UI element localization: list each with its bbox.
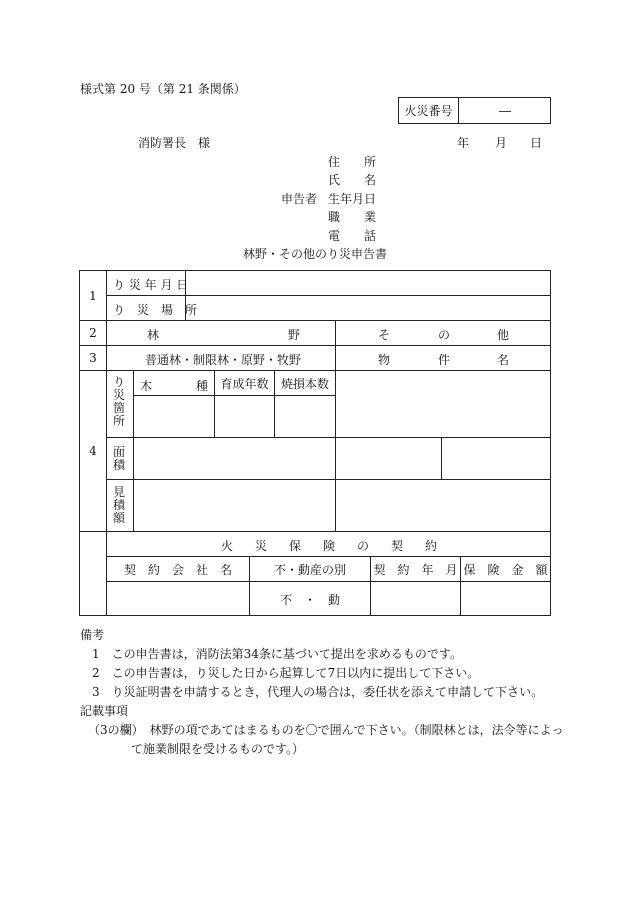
applicant-address-label: 住 所 <box>328 155 377 169</box>
item-name-char-2: 件 <box>438 353 451 367</box>
contract-date-label: 契 約 年 月 <box>373 562 458 577</box>
remark-item-3: 3 り災証明書を申請するとき，代理人の場合は，委任状を添えて申請して下さい。 <box>92 685 544 699</box>
insurance-title-char-5: の <box>357 539 370 553</box>
insurance-title-char-6: 契 <box>391 539 404 553</box>
row-number-2: 2 <box>89 326 97 340</box>
fire-number-value[interactable]: ― <box>499 103 511 118</box>
date-month-label: 月 <box>495 136 508 150</box>
insurance-title-char-2: 災 <box>255 539 268 553</box>
disaster-place-label: り 災 場 所 <box>113 303 198 317</box>
disaster-date-label: り 災 年 月 日 <box>113 278 189 292</box>
remark-item-2: 2 この申告書は，り災した日から起算して7日以内に提出して下さい。 <box>92 666 480 680</box>
applicant-occupation-label: 職 業 <box>328 210 377 224</box>
disaster-place-field[interactable] <box>186 296 550 320</box>
other-label-char-3[interactable]: 他 <box>497 328 510 342</box>
burned-count-label: 焼損本数 <box>280 376 329 391</box>
growth-years-label: 育成年数 <box>220 376 269 391</box>
row-number-1: 1 <box>89 288 97 303</box>
insurance-title-char-1: 火 <box>221 539 234 553</box>
remarks-heading: 備考 <box>80 628 105 642</box>
area-label: 面 積 <box>112 445 125 472</box>
applicant-phone-label: 電 話 <box>328 229 377 243</box>
insurance-title-char-3: 保 <box>289 539 302 553</box>
remark-item-1: 1 この申告書は，消防法第34条に基づいて提出を求めるものです。 <box>92 647 462 661</box>
disaster-date-field[interactable] <box>186 271 550 295</box>
species-label-char-2: 種 <box>196 379 209 393</box>
forest-label-char-2[interactable]: 野 <box>288 328 301 342</box>
notes-heading: 記載事項 <box>80 704 129 718</box>
other-label-char-2[interactable]: の <box>438 328 451 342</box>
note-line-1: （3の欄） 林野の項であてはまるものを〇で囲んで下さい。（制限林とは，法令等によっ <box>88 723 564 737</box>
other-label-char-1[interactable]: そ <box>378 328 391 342</box>
date-year-label: 年 <box>457 136 470 150</box>
realty-movable-options[interactable]: 不 ・ 動 <box>279 592 340 607</box>
insured-amount-label: 保 険 金 額 <box>463 562 548 577</box>
fire-number-label: 火災番号 <box>404 104 453 118</box>
property-type-label: 不・動産の別 <box>273 562 346 577</box>
form-number: 様式第 20 号（第 21 条関係） <box>80 82 246 96</box>
estimate-label: 見 積 額 <box>112 485 125 525</box>
insurance-company-label: 契 約 会 社 名 <box>123 562 232 577</box>
applicant-birthdate-label: 生年月日 <box>328 192 377 206</box>
forest-label-char-1[interactable]: 林 <box>147 328 160 342</box>
damage-place-label: り 災 箇 所 <box>112 375 125 428</box>
insurance-title-char-7: 約 <box>425 539 438 553</box>
document-title: 林野・その他のり災申告書 <box>242 246 387 261</box>
addressee: 消防署長 様 <box>138 136 211 150</box>
row-number-4: 4 <box>89 444 97 458</box>
date-day-label: 日 <box>530 136 543 150</box>
item-name-char-3: 名 <box>497 353 510 367</box>
forest-types-options[interactable]: 普通林・制限林・原野・牧野 <box>145 353 302 367</box>
note-line-2: て施業制限を受けるものです。） <box>131 742 305 756</box>
applicant-name-label: 氏 名 <box>328 173 377 187</box>
species-label-char-1: 木 <box>140 379 153 393</box>
row-number-3: 3 <box>89 351 97 365</box>
applicant-label: 申告者 <box>281 192 318 206</box>
insurance-title-char-4: 険 <box>323 539 336 553</box>
item-name-char-1: 物 <box>378 353 391 367</box>
